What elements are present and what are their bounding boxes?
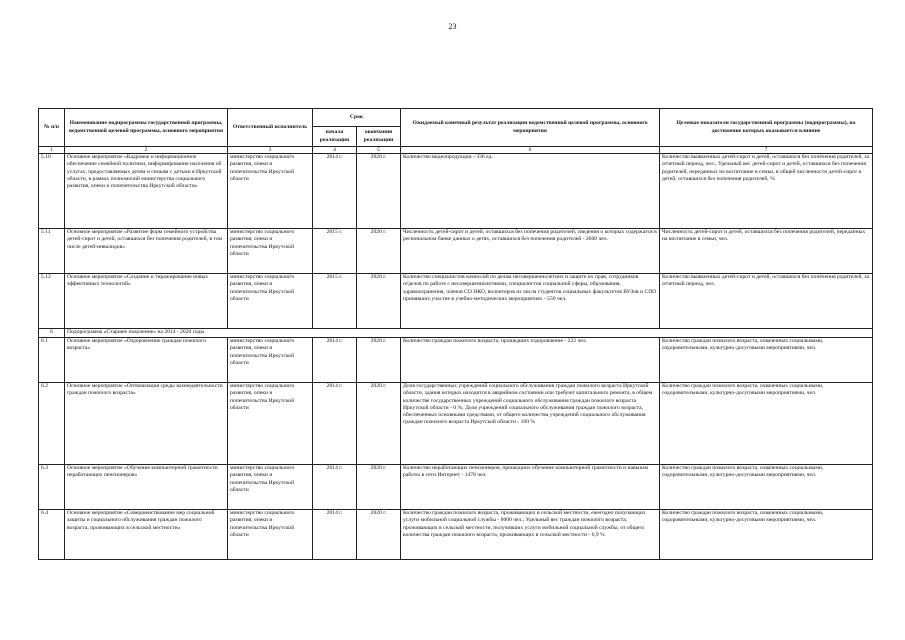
row-name: Основное мероприятие «Оздоровление граждан пожилого возраста» bbox=[65, 338, 228, 383]
row-number: 6.1 bbox=[39, 338, 65, 383]
row-start: 2014 г. bbox=[313, 154, 357, 229]
row-start: 2014 г. bbox=[313, 510, 357, 560]
row-name: Основное мероприятие «Совершенствование мер социальной защиты и социального обслуживания граждан пожилого возраста, проживающих в сельской местности» bbox=[65, 510, 228, 560]
row-end: 2020 г. bbox=[357, 465, 401, 510]
row-responsible: министерство социального развития, опеки и попечительства Иркутской области bbox=[228, 154, 313, 229]
row-number: 6.2 bbox=[39, 383, 65, 465]
row-indicators: Количество граждан пожилого возраста, охваченных социальными, оздоровительными, культурно-досуговыми мероприятиями, чел. bbox=[660, 510, 873, 560]
row-responsible: министерство социального развития, опеки и попечительства Иркутской области bbox=[228, 383, 313, 465]
table-row bbox=[39, 465, 873, 510]
row-name: Основное мероприятие «Обучение компьютерной грамотности неработающих пенсионеров» bbox=[65, 465, 228, 510]
row-indicators: Количество граждан пожилого возраста, охваченных социальными, оздоровительными, культурно-досуговыми мероприятиями, чел. bbox=[660, 465, 873, 510]
header-indicators: Целевые показатели государственной программы (подпрограммы), на достижение которых оказывается влияние bbox=[660, 109, 873, 147]
column-number: 5 bbox=[357, 147, 401, 154]
column-number: 4 bbox=[313, 147, 357, 154]
row-name: Основное мероприятие «Создание и тиражирование новых эффективных технологий» bbox=[65, 274, 228, 329]
header-term: Срок bbox=[313, 109, 401, 127]
header-name: Наименование подпрограммы государственной программы, ведомственной целевой программы, основного мероприятия bbox=[65, 109, 228, 147]
row-start: 2014 г. bbox=[313, 383, 357, 465]
row-result: Количество неработающих пенсионеров, прошедших обучение компьютерной грамотности и навыкам работы в сети Интернет - 1478 чел. bbox=[401, 465, 660, 510]
row-end: 2020 г. bbox=[357, 338, 401, 383]
row-indicators: Численность детей-сирот и детей, оставшихся без попечения родителей, переданных на воспитание в семьи, чел. bbox=[660, 229, 873, 274]
header-start: начала реализации bbox=[313, 127, 357, 147]
row-responsible: министерство социального развития, опеки и попечительства Иркутской области bbox=[228, 274, 313, 329]
row-name: Основное мероприятие «Развитие форм семейного устройства детей-сирот и детей, оставшихся без попечения родителей, в том числе детей-инвалидов» bbox=[65, 229, 228, 274]
table-row bbox=[39, 229, 873, 274]
row-start: 2014 г. bbox=[313, 338, 357, 383]
table-row bbox=[39, 154, 873, 229]
subprogram-row bbox=[39, 329, 873, 338]
row-result: Доля государственных учреждений социального обслуживания граждан пожилого возраста Иркутской области, здания которых находятся в аварийном состоянии или требуют капитального ремонта, в общем количестве государственных учреждений социального обслуживания граждан пожилого возраста Иркутской области - 0 %; Доля учреждений социального обслуживания граждан пожилого возраста, обеспеченных основными средствами, от общего количества учреждений социального обслуживания граждан пожилого возраста Иркутской области - 100 % bbox=[401, 383, 660, 465]
row-indicators: Количество граждан пожилого возраста, охваченных социальными, оздоровительными, культурно-досуговыми мероприятиями, чел. bbox=[660, 338, 873, 383]
subprogram-number: 6 bbox=[39, 329, 65, 338]
row-start: 2015 г. bbox=[313, 229, 357, 274]
row-result: Количество видеопродукции - 336 ед. bbox=[401, 154, 660, 229]
column-number: 3 bbox=[228, 147, 313, 154]
row-result: Количество граждан пожилого возраста, прошедших оздоровление - 222 чел. bbox=[401, 338, 660, 383]
row-start: 2014 г. bbox=[313, 465, 357, 510]
header-responsible: Ответственный исполнитель bbox=[228, 109, 313, 147]
row-indicators: Количество выявленных детей-сирот и детей, оставшихся без попечения родителей, за отчетный период, чел.; Удельный вес детей-сирот и детей, оставшихся без попечения родителей, переданных на воспитание в семьи, в общей численности детей-сирот и детей, оставшихся без попечения родителей, % bbox=[660, 154, 873, 229]
row-name: Основное мероприятие «Оптимизация среды жизнедеятельности граждан пожилого возраста» bbox=[65, 383, 228, 465]
page-number: 23 bbox=[448, 22, 457, 31]
row-number: 5.12 bbox=[39, 274, 65, 329]
row-end: 2020 г. bbox=[357, 274, 401, 329]
column-number: 1 bbox=[39, 147, 65, 154]
row-responsible: министерство социального развития, опеки и попечительства Иркутской области bbox=[228, 229, 313, 274]
column-number: 2 bbox=[65, 147, 228, 154]
column-number: 6 bbox=[401, 147, 660, 154]
subprogram-title: Подпрограмма «Старшее поколение» на 2014 - 2020 годы bbox=[65, 329, 873, 338]
table-row bbox=[39, 383, 873, 465]
header-num: № п/п bbox=[39, 109, 65, 147]
row-indicators: Количество выявленных детей-сирот и детей, оставшихся без попечения родителей, за отчетный период, чел. bbox=[660, 274, 873, 329]
table-row bbox=[39, 274, 873, 329]
row-result: Численность детей-сирот и детей, оставшихся без попечения родителей, сведения о которых содержатся в региональном банке данных о детях, оставшихся без попечения родителей - 2600 чел. bbox=[401, 229, 660, 274]
row-result: Количество граждан пожилого возраста, проживающих в сельской местности, ежегодно получающих услуги мобильной социальной службы - 8000 чел.; Удельный вес граждан пожилого возраста, проживающих в сельской местности, получивших услуги мобильной социальной службы, от общего количества граждан пожилого возраста, проживающих в сельской местности - 6,9 % bbox=[401, 510, 660, 560]
row-responsible: министерство социального развития, опеки и попечительства Иркутской области bbox=[228, 465, 313, 510]
row-end: 2020 г. bbox=[357, 383, 401, 465]
row-start: 2015 г. bbox=[313, 274, 357, 329]
row-responsible: министерство социального развития, опеки и попечительства Иркутской области bbox=[228, 510, 313, 560]
row-number: 5.11 bbox=[39, 229, 65, 274]
row-number: 5.10 bbox=[39, 154, 65, 229]
row-responsible: министерство социального развития, опеки и попечительства Иркутской области bbox=[228, 338, 313, 383]
row-name: Основное мероприятие «Кадровое и информационное обеспечение семейной политики, информирование населения об услугах, предоставляемых детям и семьям с детьми в Иркутской области, в рамках полномочий министерства социального развития, опеки и попечительства Иркутской области» bbox=[65, 154, 228, 229]
row-end: 2020 г. bbox=[357, 510, 401, 560]
row-number: 6.3 bbox=[39, 465, 65, 510]
header-result: Ожидаемый конечный результат реализации ведомственной целевой программы, основного мероприятия bbox=[401, 109, 660, 147]
row-result: Количество специалистов комиссий по делам несовершеннолетних и защите их прав, сотрудников отделов по работе с несовершеннолетними, специалистов социальной сферы, образования, здравоохранения, членов СО НКО, волонтеров из числа студентов социальных факультетов ВУЗов и СПО принявших участие в учебно-методических мероприятиях - 550 чел. bbox=[401, 274, 660, 329]
table-row bbox=[39, 510, 873, 560]
header-end: окончания реализации bbox=[357, 127, 401, 147]
table-row bbox=[39, 338, 873, 383]
row-end: 2020 г. bbox=[357, 229, 401, 274]
column-number: 7 bbox=[660, 147, 873, 154]
row-number: 6.4 bbox=[39, 510, 65, 560]
row-indicators: Количество граждан пожилого возраста, охваченных социальными, оздоровительными, культурно-досуговыми мероприятиями, чел. bbox=[660, 383, 873, 465]
program-table bbox=[38, 108, 873, 560]
row-end: 2020 г. bbox=[357, 154, 401, 229]
